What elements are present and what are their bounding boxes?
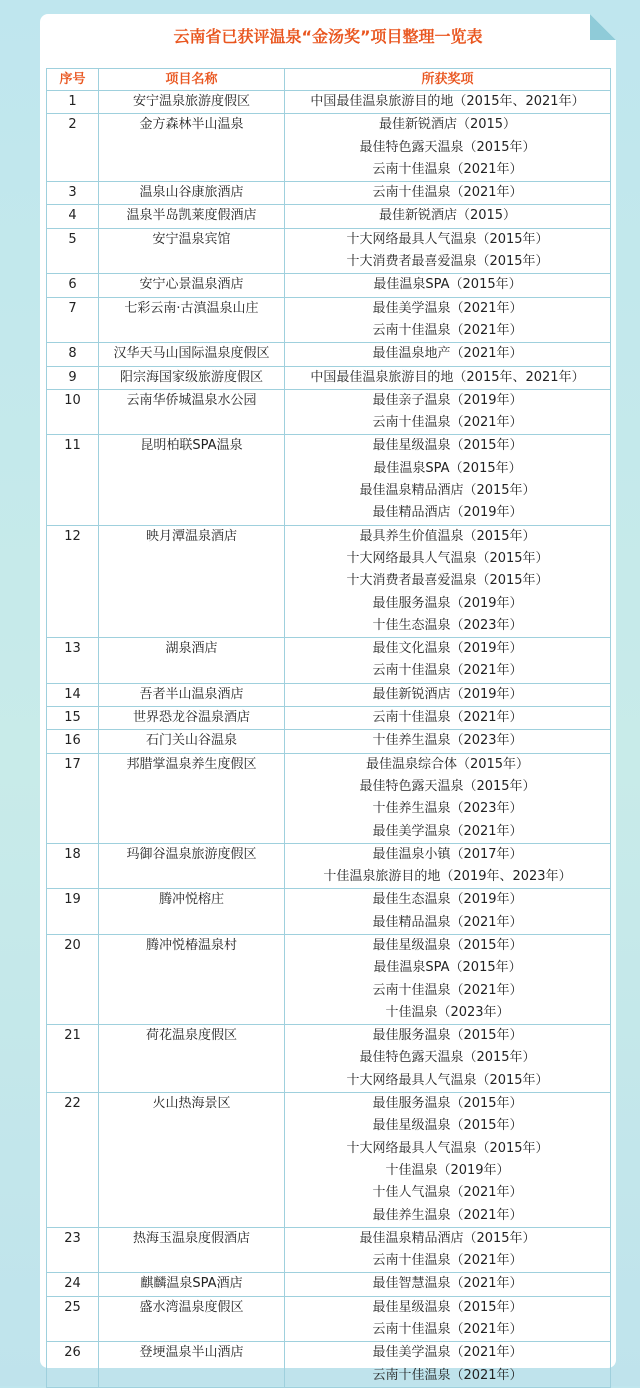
award-item: 云南十佳温泉（2021年） (372, 415, 523, 431)
award-item: 云南十佳温泉（2021年） (372, 982, 523, 998)
award-item: 最佳服务温泉（2015年） (372, 1028, 523, 1044)
project-name: 吾者半山温泉酒店 (99, 683, 285, 706)
row-index: 5 (47, 228, 99, 274)
table-row (47, 1273, 611, 1296)
award-list (285, 205, 611, 228)
award-item: 最佳温泉SPA（2015年） (373, 277, 522, 293)
award-item: 最佳星级温泉（2015年） (372, 937, 523, 953)
award-list (285, 435, 611, 525)
table-row (47, 1093, 611, 1228)
row-index: 22 (47, 1093, 99, 1228)
award-list (285, 1093, 611, 1228)
award-list (285, 343, 611, 366)
award-item: 最佳美学温泉（2021年） (372, 823, 523, 839)
award-list (285, 683, 611, 706)
award-list (285, 707, 611, 730)
table-row (47, 343, 611, 366)
award-item: 最佳温泉SPA（2015年） (373, 460, 522, 476)
table-card (40, 14, 616, 1383)
row-index: 8 (47, 343, 99, 366)
award-list (285, 730, 611, 753)
project-name: 玛御谷温泉旅游度假区 (99, 843, 285, 889)
row-index: 2 (47, 114, 99, 182)
award-item: 云南十佳温泉（2021年） (372, 1253, 523, 1269)
project-name: 映月潭温泉酒店 (99, 525, 285, 637)
project-name: 石门关山谷温泉 (99, 730, 285, 753)
award-list (285, 366, 611, 389)
award-item: 云南十佳温泉（2021年） (372, 161, 523, 177)
award-item: 最佳特色露天温泉（2015年） (359, 778, 536, 794)
award-list (285, 1296, 611, 1342)
table-row (47, 638, 611, 684)
project-name: 麒麟温泉SPA酒店 (99, 1273, 285, 1296)
award-item: 最佳美学温泉（2021年） (372, 1345, 523, 1361)
award-item: 最佳美学温泉（2021年） (372, 300, 523, 316)
table-body (47, 91, 611, 1388)
award-list (285, 91, 611, 114)
award-list (285, 228, 611, 274)
award-item: 最具养生价值温泉（2015年） (359, 528, 536, 544)
row-index: 4 (47, 205, 99, 228)
award-item: 十佳温泉（2019年） (385, 1162, 510, 1178)
award-item: 最佳生态温泉（2019年） (372, 892, 523, 908)
row-index: 16 (47, 730, 99, 753)
award-item: 云南十佳温泉（2021年） (372, 322, 523, 338)
award-item: 最佳星级温泉（2015年） (372, 1118, 523, 1134)
project-name: 云南华侨城温泉水公园 (99, 389, 285, 435)
row-index: 6 (47, 274, 99, 297)
award-item: 十大网络最具人气温泉（2015年） (346, 1140, 549, 1156)
award-list (285, 114, 611, 182)
award-item: 最佳服务温泉（2019年） (372, 595, 523, 611)
row-index: 12 (47, 525, 99, 637)
table-row (47, 934, 611, 1024)
project-name: 热海玉温泉度假酒店 (99, 1227, 285, 1273)
project-name: 汉华天马山国际温泉度假区 (99, 343, 285, 366)
award-item: 十佳温泉旅游目的地（2019年、2023年） (323, 869, 572, 885)
award-item: 十大网络最具人气温泉（2015年） (346, 550, 549, 566)
row-index: 26 (47, 1342, 99, 1388)
project-name: 登埂温泉半山酒店 (99, 1342, 285, 1388)
award-item: 最佳温泉综合体（2015年） (365, 756, 530, 772)
award-list (285, 1227, 611, 1273)
award-item: 十佳养生温泉（2023年） (372, 733, 523, 749)
award-item: 最佳服务温泉（2015年） (372, 1096, 523, 1112)
award-item: 十佳人气温泉（2021年） (372, 1185, 523, 1201)
award-list (285, 843, 611, 889)
award-item: 十佳养生温泉（2023年） (372, 801, 523, 817)
award-item: 最佳精品酒店（2019年） (372, 505, 523, 521)
award-list (285, 934, 611, 1024)
table-row (47, 683, 611, 706)
award-item: 云南十佳温泉（2021年） (372, 1367, 523, 1383)
row-index: 1 (47, 91, 99, 114)
row-index: 7 (47, 297, 99, 343)
table-row (47, 366, 611, 389)
row-index: 11 (47, 435, 99, 525)
award-item: 最佳养生温泉（2021年） (372, 1207, 523, 1223)
table-row (47, 182, 611, 205)
award-item: 十大网络最具人气温泉（2015年） (346, 1072, 549, 1088)
table-row (47, 843, 611, 889)
table-row (47, 228, 611, 274)
award-item: 最佳精品温泉（2021年） (372, 914, 523, 930)
award-item: 云南十佳温泉（2021年） (372, 185, 523, 201)
project-name: 安宁心景温泉酒店 (99, 274, 285, 297)
award-list (285, 1342, 611, 1388)
award-list (285, 182, 611, 205)
page-title: 云南省已获评温泉“金汤奖”项目整理一览表 (173, 27, 483, 46)
award-item: 最佳特色露天温泉（2015年） (359, 1050, 536, 1066)
award-list (285, 274, 611, 297)
row-index: 15 (47, 707, 99, 730)
project-name: 阳宗海国家级旅游度假区 (99, 366, 285, 389)
row-index: 3 (47, 182, 99, 205)
header-index: 序号 (47, 69, 99, 91)
project-name: 温泉山谷康旅酒店 (99, 182, 285, 205)
award-item: 最佳亲子温泉（2019年） (372, 392, 523, 408)
table-row (47, 707, 611, 730)
project-name: 昆明柏联SPA温泉 (99, 435, 285, 525)
project-name: 荷花温泉度假区 (99, 1025, 285, 1093)
award-item: 十大网络最具人气温泉（2015年） (346, 231, 549, 247)
award-item: 中国最佳温泉旅游目的地（2015年、2021年） (310, 369, 585, 385)
award-list (285, 889, 611, 935)
project-name: 湖泉酒店 (99, 638, 285, 684)
row-index: 9 (47, 366, 99, 389)
header-awards: 所获奖项 (285, 69, 611, 91)
project-name: 盛水湾温泉度假区 (99, 1296, 285, 1342)
table-header-row (47, 69, 611, 91)
table-row (47, 1342, 611, 1388)
table-row (47, 1227, 611, 1273)
award-list (285, 525, 611, 637)
award-list (285, 638, 611, 684)
table-row (47, 205, 611, 228)
table-row (47, 753, 611, 843)
awards-table (46, 68, 611, 1388)
award-item: 最佳温泉地产（2021年） (372, 346, 523, 362)
row-index: 13 (47, 638, 99, 684)
award-item: 中国最佳温泉旅游目的地（2015年、2021年） (310, 94, 585, 109)
row-index: 21 (47, 1025, 99, 1093)
award-list (285, 1025, 611, 1093)
award-item: 云南十佳温泉（2021年） (372, 663, 523, 679)
corner-fold (590, 14, 616, 40)
award-item: 云南十佳温泉（2021年） (372, 710, 523, 726)
award-item: 最佳温泉小镇（2017年） (372, 846, 523, 862)
award-item: 最佳文化温泉（2019年） (372, 641, 523, 657)
project-name: 安宁温泉宾馆 (99, 228, 285, 274)
award-item: 最佳温泉SPA（2015年） (373, 960, 522, 976)
award-item: 十大消费者最喜爱温泉（2015年） (346, 254, 549, 270)
award-list (285, 389, 611, 435)
award-list (285, 753, 611, 843)
award-item: 十大消费者最喜爱温泉（2015年） (346, 573, 549, 589)
header-project-name: 项目名称 (99, 69, 285, 91)
row-index: 20 (47, 934, 99, 1024)
award-item: 最佳新锐酒店（2015） (378, 117, 517, 133)
table-row (47, 435, 611, 525)
project-name: 邦腊掌温泉养生度假区 (99, 753, 285, 843)
table-row (47, 114, 611, 182)
table-row (47, 889, 611, 935)
row-index: 25 (47, 1296, 99, 1342)
row-index: 10 (47, 389, 99, 435)
award-item: 最佳特色露天温泉（2015年） (359, 139, 536, 155)
table-row (47, 274, 611, 297)
row-index: 24 (47, 1273, 99, 1296)
row-index: 19 (47, 889, 99, 935)
award-list (285, 297, 611, 343)
row-index: 17 (47, 753, 99, 843)
table-row (47, 297, 611, 343)
table-row (47, 91, 611, 114)
award-item: 最佳新锐酒店（2019年） (372, 686, 523, 702)
award-item: 最佳星级温泉（2015年） (372, 1299, 523, 1315)
project-name: 腾冲悦榕庄 (99, 889, 285, 935)
award-item: 最佳星级温泉（2015年） (372, 438, 523, 454)
project-name: 温泉半岛凯莱度假酒店 (99, 205, 285, 228)
project-name: 安宁温泉旅游度假区 (99, 91, 285, 114)
table-row (47, 389, 611, 435)
award-item: 最佳智慧温泉（2021年） (372, 1276, 523, 1292)
table-row (47, 525, 611, 637)
row-index: 14 (47, 683, 99, 706)
project-name: 世界恐龙谷温泉酒店 (99, 707, 285, 730)
row-index: 18 (47, 843, 99, 889)
row-index: 23 (47, 1227, 99, 1273)
award-item: 最佳温泉精品酒店（2015年） (359, 1230, 536, 1246)
award-item: 云南十佳温泉（2021年） (372, 1322, 523, 1338)
table-row (47, 1025, 611, 1093)
project-name: 腾冲悦椿温泉村 (99, 934, 285, 1024)
table-row (47, 1296, 611, 1342)
award-item: 最佳新锐酒店（2015） (378, 208, 517, 224)
award-item: 最佳温泉精品酒店（2015年） (359, 483, 536, 499)
award-item: 十佳生态温泉（2023年） (372, 617, 523, 633)
project-name: 七彩云南·古滇温泉山庄 (99, 297, 285, 343)
project-name: 火山热海景区 (99, 1093, 285, 1228)
table-row (47, 730, 611, 753)
award-item: 十佳温泉（2023年） (385, 1004, 510, 1020)
project-name: 金方森林半山温泉 (99, 114, 285, 182)
award-list (285, 1273, 611, 1296)
